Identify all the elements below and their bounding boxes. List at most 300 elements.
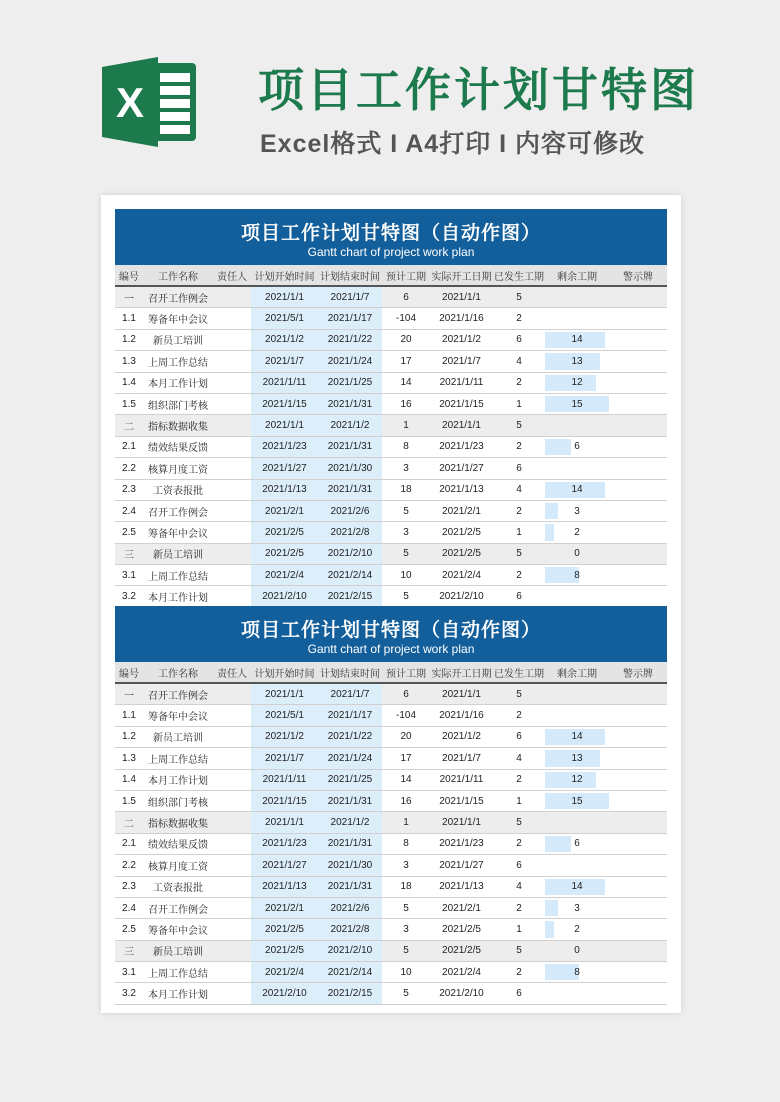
cell-elapsed[interactable]: 6 [493, 586, 545, 607]
cell-warning[interactable] [609, 940, 667, 961]
cell-warning[interactable] [609, 586, 667, 607]
cell-warning[interactable] [609, 833, 667, 854]
cell-actual-start[interactable]: 2021/1/15 [430, 393, 493, 414]
cell-actual-start[interactable]: 2021/1/11 [430, 372, 493, 393]
cell-id[interactable]: 1.3 [115, 351, 143, 372]
cell-planned[interactable]: 3 [382, 458, 430, 479]
cell-start[interactable]: 2021/1/7 [251, 748, 318, 769]
cell-planned[interactable]: 18 [382, 876, 430, 897]
cell-actual-start[interactable]: 2021/1/27 [430, 458, 493, 479]
cell-end[interactable]: 2021/1/31 [318, 393, 382, 414]
cell-actual-start[interactable]: 2021/1/2 [430, 726, 493, 747]
cell-remaining[interactable] [545, 372, 609, 393]
cell-id[interactable]: 3.1 [115, 962, 143, 983]
cell-name[interactable]: 召开工作例会 [143, 683, 213, 705]
cell-elapsed[interactable]: 5 [493, 812, 545, 833]
cell-planned[interactable]: 17 [382, 351, 430, 372]
cell-owner[interactable] [213, 855, 251, 876]
cell-elapsed[interactable]: 5 [493, 543, 545, 564]
cell-end[interactable]: 2021/2/15 [318, 586, 382, 607]
cell-id[interactable]: 2.3 [115, 876, 143, 897]
cell-name[interactable]: 工资表报批 [143, 876, 213, 897]
cell-end[interactable]: 2021/1/2 [318, 812, 382, 833]
cell-actual-start[interactable]: 2021/1/7 [430, 351, 493, 372]
cell-remaining[interactable] [545, 393, 609, 414]
cell-elapsed[interactable]: 4 [493, 748, 545, 769]
cell-actual-start[interactable]: 2021/2/5 [430, 919, 493, 940]
cell-owner[interactable] [213, 458, 251, 479]
cell-id[interactable]: 2.2 [115, 458, 143, 479]
cell-start[interactable]: 2021/1/27 [251, 855, 318, 876]
cell-end[interactable]: 2021/1/31 [318, 876, 382, 897]
cell-name[interactable]: 指标数据收集 [143, 415, 213, 436]
cell-start[interactable]: 2021/1/1 [251, 286, 318, 308]
cell-id[interactable]: 3.2 [115, 983, 143, 1004]
cell-name[interactable]: 新员工培训 [143, 940, 213, 961]
cell-warning[interactable] [609, 855, 667, 876]
cell-owner[interactable] [213, 876, 251, 897]
cell-owner[interactable] [213, 565, 251, 586]
cell-owner[interactable] [213, 543, 251, 564]
cell-elapsed[interactable]: 6 [493, 458, 545, 479]
cell-remaining[interactable] [545, 286, 609, 308]
cell-elapsed[interactable]: 1 [493, 522, 545, 543]
cell-start[interactable]: 2021/1/15 [251, 790, 318, 811]
cell-name[interactable]: 筹备年中会议 [143, 705, 213, 726]
cell-planned[interactable]: 3 [382, 522, 430, 543]
cell-warning[interactable] [609, 565, 667, 586]
cell-start[interactable]: 2021/2/5 [251, 919, 318, 940]
cell-warning[interactable] [609, 351, 667, 372]
cell-end[interactable]: 2021/2/6 [318, 897, 382, 918]
cell-name[interactable]: 筹备年中会议 [143, 522, 213, 543]
cell-owner[interactable] [213, 897, 251, 918]
cell-name[interactable]: 召开工作例会 [143, 500, 213, 521]
cell-start[interactable]: 2021/2/5 [251, 543, 318, 564]
cell-id[interactable]: 2.2 [115, 855, 143, 876]
cell-warning[interactable] [609, 286, 667, 308]
cell-owner[interactable] [213, 983, 251, 1004]
cell-end[interactable]: 2021/1/31 [318, 790, 382, 811]
cell-end[interactable]: 2021/2/8 [318, 522, 382, 543]
cell-remaining[interactable] [545, 479, 609, 500]
cell-end[interactable]: 2021/2/14 [318, 565, 382, 586]
cell-remaining[interactable] [545, 683, 609, 705]
cell-planned[interactable]: 20 [382, 726, 430, 747]
cell-warning[interactable] [609, 983, 667, 1004]
cell-remaining[interactable] [545, 897, 609, 918]
cell-end[interactable]: 2021/1/2 [318, 415, 382, 436]
cell-end[interactable]: 2021/2/10 [318, 940, 382, 961]
cell-start[interactable]: 2021/1/23 [251, 436, 318, 457]
cell-start[interactable]: 2021/1/1 [251, 683, 318, 705]
cell-start[interactable]: 2021/1/15 [251, 393, 318, 414]
cell-actual-start[interactable]: 2021/1/1 [430, 415, 493, 436]
cell-planned[interactable]: 16 [382, 790, 430, 811]
cell-start[interactable]: 2021/2/10 [251, 586, 318, 607]
cell-name[interactable]: 本月工作计划 [143, 586, 213, 607]
cell-planned[interactable]: 6 [382, 286, 430, 308]
cell-owner[interactable] [213, 919, 251, 940]
cell-id[interactable]: 2.5 [115, 522, 143, 543]
cell-owner[interactable] [213, 769, 251, 790]
cell-planned[interactable]: 6 [382, 683, 430, 705]
cell-actual-start[interactable]: 2021/1/23 [430, 436, 493, 457]
cell-end[interactable]: 2021/2/8 [318, 919, 382, 940]
cell-end[interactable]: 2021/1/31 [318, 479, 382, 500]
cell-remaining[interactable] [545, 458, 609, 479]
cell-elapsed[interactable]: 5 [493, 286, 545, 308]
cell-end[interactable]: 2021/1/24 [318, 351, 382, 372]
cell-name[interactable]: 召开工作例会 [143, 897, 213, 918]
cell-warning[interactable] [609, 769, 667, 790]
cell-start[interactable]: 2021/2/1 [251, 897, 318, 918]
cell-start[interactable]: 2021/1/1 [251, 415, 318, 436]
cell-end[interactable]: 2021/1/31 [318, 833, 382, 854]
cell-remaining[interactable] [545, 790, 609, 811]
cell-planned[interactable]: 5 [382, 500, 430, 521]
cell-id[interactable]: 1.1 [115, 705, 143, 726]
cell-start[interactable]: 2021/1/13 [251, 876, 318, 897]
cell-actual-start[interactable]: 2021/2/4 [430, 565, 493, 586]
cell-start[interactable]: 2021/1/13 [251, 479, 318, 500]
cell-start[interactable]: 2021/1/2 [251, 329, 318, 350]
cell-remaining[interactable] [545, 522, 609, 543]
cell-id[interactable]: 一 [115, 286, 143, 308]
cell-elapsed[interactable]: 4 [493, 479, 545, 500]
cell-owner[interactable] [213, 308, 251, 329]
cell-planned[interactable]: -104 [382, 705, 430, 726]
cell-id[interactable]: 2.1 [115, 833, 143, 854]
cell-warning[interactable] [609, 919, 667, 940]
cell-id[interactable]: 2.5 [115, 919, 143, 940]
cell-elapsed[interactable]: 5 [493, 683, 545, 705]
cell-actual-start[interactable]: 2021/1/13 [430, 876, 493, 897]
cell-planned[interactable]: 5 [382, 983, 430, 1004]
cell-planned[interactable]: -104 [382, 308, 430, 329]
cell-elapsed[interactable]: 2 [493, 962, 545, 983]
cell-actual-start[interactable]: 2021/1/13 [430, 479, 493, 500]
cell-actual-start[interactable]: 2021/1/15 [430, 790, 493, 811]
cell-id[interactable]: 1.4 [115, 769, 143, 790]
cell-owner[interactable] [213, 586, 251, 607]
cell-start[interactable]: 2021/1/23 [251, 833, 318, 854]
cell-planned[interactable]: 1 [382, 415, 430, 436]
cell-end[interactable]: 2021/1/25 [318, 769, 382, 790]
cell-warning[interactable] [609, 522, 667, 543]
cell-remaining[interactable] [545, 855, 609, 876]
cell-id[interactable]: 3.2 [115, 586, 143, 607]
cell-id[interactable]: 1.5 [115, 393, 143, 414]
cell-elapsed[interactable]: 6 [493, 726, 545, 747]
cell-name[interactable]: 绩效结果反馈 [143, 833, 213, 854]
cell-actual-start[interactable]: 2021/2/5 [430, 940, 493, 961]
cell-owner[interactable] [213, 790, 251, 811]
cell-elapsed[interactable]: 2 [493, 705, 545, 726]
cell-remaining[interactable] [545, 705, 609, 726]
cell-name[interactable]: 本月工作计划 [143, 372, 213, 393]
cell-planned[interactable]: 16 [382, 393, 430, 414]
cell-id[interactable]: 2.4 [115, 897, 143, 918]
cell-name[interactable]: 上周工作总结 [143, 748, 213, 769]
cell-planned[interactable]: 17 [382, 748, 430, 769]
cell-warning[interactable] [609, 500, 667, 521]
cell-actual-start[interactable]: 2021/2/5 [430, 522, 493, 543]
cell-warning[interactable] [609, 876, 667, 897]
cell-elapsed[interactable]: 2 [493, 308, 545, 329]
cell-warning[interactable] [609, 812, 667, 833]
cell-remaining[interactable] [545, 351, 609, 372]
cell-end[interactable]: 2021/1/17 [318, 705, 382, 726]
cell-planned[interactable]: 10 [382, 962, 430, 983]
cell-name[interactable]: 指标数据收集 [143, 812, 213, 833]
cell-id[interactable]: 1.2 [115, 329, 143, 350]
cell-elapsed[interactable]: 1 [493, 393, 545, 414]
cell-name[interactable]: 筹备年中会议 [143, 919, 213, 940]
cell-start[interactable]: 2021/1/2 [251, 726, 318, 747]
cell-name[interactable]: 组织部门考核 [143, 790, 213, 811]
cell-end[interactable]: 2021/2/10 [318, 543, 382, 564]
cell-planned[interactable]: 18 [382, 479, 430, 500]
cell-remaining[interactable] [545, 586, 609, 607]
cell-actual-start[interactable]: 2021/1/23 [430, 833, 493, 854]
cell-planned[interactable]: 14 [382, 769, 430, 790]
cell-warning[interactable] [609, 705, 667, 726]
cell-remaining[interactable] [545, 329, 609, 350]
cell-actual-start[interactable]: 2021/1/1 [430, 286, 493, 308]
cell-end[interactable]: 2021/1/22 [318, 726, 382, 747]
cell-start[interactable]: 2021/5/1 [251, 705, 318, 726]
cell-id[interactable]: 1.5 [115, 790, 143, 811]
cell-end[interactable]: 2021/1/30 [318, 458, 382, 479]
cell-elapsed[interactable]: 2 [493, 833, 545, 854]
cell-end[interactable]: 2021/1/17 [318, 308, 382, 329]
cell-owner[interactable] [213, 705, 251, 726]
cell-id[interactable]: 二 [115, 812, 143, 833]
cell-warning[interactable] [609, 329, 667, 350]
cell-elapsed[interactable]: 1 [493, 790, 545, 811]
cell-id[interactable]: 三 [115, 543, 143, 564]
cell-end[interactable]: 2021/2/14 [318, 962, 382, 983]
cell-name[interactable]: 上周工作总结 [143, 565, 213, 586]
cell-owner[interactable] [213, 962, 251, 983]
cell-start[interactable]: 2021/1/27 [251, 458, 318, 479]
cell-start[interactable]: 2021/1/1 [251, 812, 318, 833]
cell-end[interactable]: 2021/1/31 [318, 436, 382, 457]
cell-actual-start[interactable]: 2021/1/11 [430, 769, 493, 790]
cell-owner[interactable] [213, 748, 251, 769]
cell-actual-start[interactable]: 2021/2/1 [430, 500, 493, 521]
cell-actual-start[interactable]: 2021/1/7 [430, 748, 493, 769]
cell-end[interactable]: 2021/1/7 [318, 286, 382, 308]
cell-owner[interactable] [213, 940, 251, 961]
cell-end[interactable]: 2021/2/6 [318, 500, 382, 521]
cell-elapsed[interactable]: 2 [493, 565, 545, 586]
cell-warning[interactable] [609, 962, 667, 983]
cell-planned[interactable]: 5 [382, 897, 430, 918]
cell-actual-start[interactable]: 2021/2/1 [430, 897, 493, 918]
cell-planned[interactable]: 5 [382, 940, 430, 961]
cell-owner[interactable] [213, 833, 251, 854]
cell-warning[interactable] [609, 393, 667, 414]
cell-planned[interactable]: 5 [382, 543, 430, 564]
cell-warning[interactable] [609, 683, 667, 705]
cell-owner[interactable] [213, 500, 251, 521]
cell-name[interactable]: 上周工作总结 [143, 351, 213, 372]
cell-id[interactable]: 三 [115, 940, 143, 961]
cell-id[interactable]: 3.1 [115, 565, 143, 586]
cell-planned[interactable]: 10 [382, 565, 430, 586]
cell-remaining[interactable] [545, 500, 609, 521]
cell-owner[interactable] [213, 351, 251, 372]
cell-elapsed[interactable]: 6 [493, 329, 545, 350]
cell-remaining[interactable] [545, 962, 609, 983]
cell-actual-start[interactable]: 2021/1/1 [430, 812, 493, 833]
cell-name[interactable]: 核算月度工资 [143, 458, 213, 479]
cell-planned[interactable]: 3 [382, 919, 430, 940]
cell-elapsed[interactable]: 4 [493, 351, 545, 372]
cell-warning[interactable] [609, 458, 667, 479]
cell-name[interactable]: 筹备年中会议 [143, 308, 213, 329]
cell-owner[interactable] [213, 436, 251, 457]
cell-start[interactable]: 2021/1/11 [251, 372, 318, 393]
cell-name[interactable]: 绩效结果反馈 [143, 436, 213, 457]
cell-elapsed[interactable]: 5 [493, 415, 545, 436]
cell-elapsed[interactable]: 4 [493, 876, 545, 897]
cell-warning[interactable] [609, 479, 667, 500]
cell-elapsed[interactable]: 2 [493, 500, 545, 521]
cell-elapsed[interactable]: 6 [493, 855, 545, 876]
cell-remaining[interactable] [545, 919, 609, 940]
cell-owner[interactable] [213, 286, 251, 308]
cell-start[interactable]: 2021/1/11 [251, 769, 318, 790]
cell-end[interactable]: 2021/1/7 [318, 683, 382, 705]
cell-actual-start[interactable]: 2021/1/2 [430, 329, 493, 350]
cell-elapsed[interactable]: 2 [493, 897, 545, 918]
cell-warning[interactable] [609, 790, 667, 811]
cell-remaining[interactable] [545, 983, 609, 1004]
cell-elapsed[interactable]: 2 [493, 769, 545, 790]
cell-name[interactable]: 召开工作例会 [143, 286, 213, 308]
cell-owner[interactable] [213, 479, 251, 500]
cell-end[interactable]: 2021/1/25 [318, 372, 382, 393]
cell-actual-start[interactable]: 2021/1/27 [430, 855, 493, 876]
cell-remaining[interactable] [545, 833, 609, 854]
cell-actual-start[interactable]: 2021/1/1 [430, 683, 493, 705]
cell-elapsed[interactable]: 6 [493, 983, 545, 1004]
cell-planned[interactable]: 14 [382, 372, 430, 393]
cell-start[interactable]: 2021/2/1 [251, 500, 318, 521]
cell-elapsed[interactable]: 2 [493, 372, 545, 393]
cell-actual-start[interactable]: 2021/1/16 [430, 308, 493, 329]
cell-owner[interactable] [213, 812, 251, 833]
cell-actual-start[interactable]: 2021/1/16 [430, 705, 493, 726]
cell-remaining[interactable] [545, 415, 609, 436]
cell-end[interactable]: 2021/1/24 [318, 748, 382, 769]
cell-name[interactable]: 本月工作计划 [143, 769, 213, 790]
cell-remaining[interactable] [545, 436, 609, 457]
cell-name[interactable]: 新员工培训 [143, 726, 213, 747]
cell-remaining[interactable] [545, 565, 609, 586]
cell-warning[interactable] [609, 748, 667, 769]
cell-warning[interactable] [609, 415, 667, 436]
cell-start[interactable]: 2021/2/5 [251, 940, 318, 961]
cell-id[interactable]: 二 [115, 415, 143, 436]
cell-warning[interactable] [609, 897, 667, 918]
cell-end[interactable]: 2021/1/30 [318, 855, 382, 876]
cell-remaining[interactable] [545, 308, 609, 329]
cell-planned[interactable]: 3 [382, 855, 430, 876]
cell-start[interactable]: 2021/2/5 [251, 522, 318, 543]
cell-start[interactable]: 2021/1/7 [251, 351, 318, 372]
cell-start[interactable]: 2021/2/4 [251, 565, 318, 586]
cell-name[interactable]: 组织部门考核 [143, 393, 213, 414]
cell-id[interactable]: 2.4 [115, 500, 143, 521]
cell-id[interactable]: 2.3 [115, 479, 143, 500]
cell-name[interactable]: 工资表报批 [143, 479, 213, 500]
cell-actual-start[interactable]: 2021/2/10 [430, 586, 493, 607]
cell-start[interactable]: 2021/5/1 [251, 308, 318, 329]
cell-id[interactable]: 1.2 [115, 726, 143, 747]
cell-elapsed[interactable]: 1 [493, 919, 545, 940]
cell-name[interactable]: 新员工培训 [143, 329, 213, 350]
cell-name[interactable]: 本月工作计划 [143, 983, 213, 1004]
cell-name[interactable]: 新员工培训 [143, 543, 213, 564]
cell-warning[interactable] [609, 543, 667, 564]
cell-planned[interactable]: 1 [382, 812, 430, 833]
cell-remaining[interactable] [545, 876, 609, 897]
cell-end[interactable]: 2021/2/15 [318, 983, 382, 1004]
cell-remaining[interactable] [545, 543, 609, 564]
cell-warning[interactable] [609, 436, 667, 457]
cell-name[interactable]: 核算月度工资 [143, 855, 213, 876]
cell-owner[interactable] [213, 415, 251, 436]
cell-owner[interactable] [213, 522, 251, 543]
cell-end[interactable]: 2021/1/22 [318, 329, 382, 350]
cell-start[interactable]: 2021/2/4 [251, 962, 318, 983]
cell-planned[interactable]: 8 [382, 436, 430, 457]
cell-start[interactable]: 2021/2/10 [251, 983, 318, 1004]
cell-planned[interactable]: 8 [382, 833, 430, 854]
cell-planned[interactable]: 20 [382, 329, 430, 350]
cell-owner[interactable] [213, 393, 251, 414]
cell-name[interactable]: 上周工作总结 [143, 962, 213, 983]
cell-id[interactable]: 2.1 [115, 436, 143, 457]
cell-warning[interactable] [609, 372, 667, 393]
cell-id[interactable]: 1.3 [115, 748, 143, 769]
cell-id[interactable]: 1.4 [115, 372, 143, 393]
cell-warning[interactable] [609, 308, 667, 329]
cell-remaining[interactable] [545, 769, 609, 790]
cell-owner[interactable] [213, 329, 251, 350]
cell-actual-start[interactable]: 2021/2/5 [430, 543, 493, 564]
cell-actual-start[interactable]: 2021/2/4 [430, 962, 493, 983]
cell-warning[interactable] [609, 726, 667, 747]
cell-elapsed[interactable]: 5 [493, 940, 545, 961]
cell-owner[interactable] [213, 726, 251, 747]
cell-planned[interactable]: 5 [382, 586, 430, 607]
cell-remaining[interactable] [545, 940, 609, 961]
cell-remaining[interactable] [545, 812, 609, 833]
cell-elapsed[interactable]: 2 [493, 436, 545, 457]
cell-id[interactable]: 一 [115, 683, 143, 705]
cell-remaining[interactable] [545, 726, 609, 747]
cell-owner[interactable] [213, 372, 251, 393]
cell-id[interactable]: 1.1 [115, 308, 143, 329]
cell-actual-start[interactable]: 2021/2/10 [430, 983, 493, 1004]
cell-remaining[interactable] [545, 748, 609, 769]
cell-owner[interactable] [213, 683, 251, 705]
